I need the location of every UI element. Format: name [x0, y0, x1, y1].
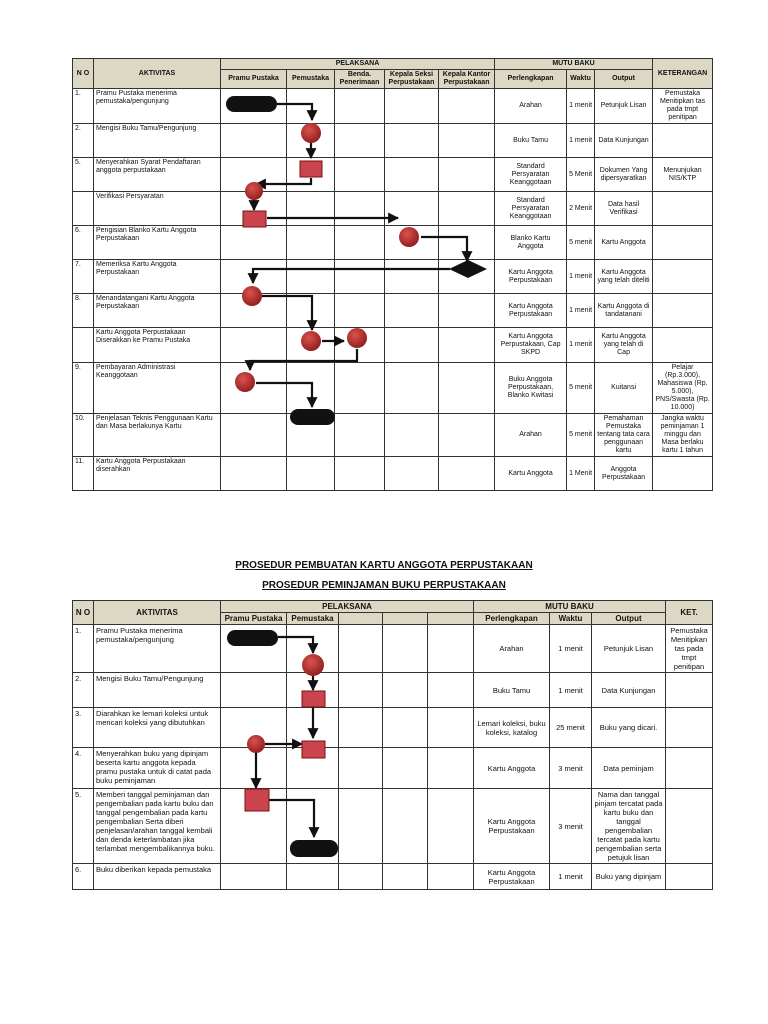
- waktu-cell: 5 menit: [567, 414, 595, 457]
- output-cell: Data Kunjungan: [592, 673, 666, 708]
- lane-cell: [221, 226, 287, 260]
- output-cell: Data hasil Verifikasi: [595, 192, 653, 226]
- table-row: [73, 789, 713, 864]
- activity-cell: Kartu Anggota Perpustakaan Diserakkan ke Pramu Pustaka: [94, 328, 221, 363]
- output-cell: Data Kunjungan: [595, 124, 653, 158]
- keterangan-cell: [653, 328, 713, 363]
- table-row: [73, 708, 713, 748]
- perlengkapan-cell: Kartu Anggota Perpustakaan: [495, 294, 567, 328]
- waktu-cell: 1 Menit: [567, 457, 595, 491]
- keterangan-cell: [653, 294, 713, 328]
- waktu-cell: 1 menit: [550, 673, 592, 708]
- header-waktu: Waktu: [567, 70, 595, 89]
- keterangan-cell: [653, 124, 713, 158]
- header-keterangan: KETERANGAN: [653, 59, 713, 89]
- header-blank: [339, 613, 383, 625]
- row-number: 11.: [73, 457, 94, 491]
- header-pemustaka: Pemustaka: [287, 70, 335, 89]
- table-row: [73, 226, 713, 260]
- lane-cell: [221, 864, 287, 890]
- activity-cell: Pramu Pustaka menerima pemustaka/pengunjung: [94, 625, 221, 673]
- lane-cell: [383, 625, 428, 673]
- lane-cell: [339, 673, 383, 708]
- header-mutu-baku: MUTU BAKU: [495, 59, 653, 70]
- lane-cell: [439, 414, 495, 457]
- table-row: [73, 457, 713, 491]
- table-row: [73, 328, 713, 363]
- lane-cell: [385, 192, 439, 226]
- lane-cell: [385, 457, 439, 491]
- lane-cell: [335, 124, 385, 158]
- lane-cell: [221, 673, 287, 708]
- output-cell: Kartu Anggota yang telah di Cap: [595, 328, 653, 363]
- waktu-cell: 3 menit: [550, 789, 592, 864]
- waktu-cell: 1 menit: [550, 864, 592, 890]
- activity-cell: Menyerahkan buku yang dipinjam beserta kartu anggota kepada pramu pustaka untuk di catat pada buku peminjaman: [94, 748, 221, 789]
- lane-cell: [383, 864, 428, 890]
- lane-cell: [287, 864, 339, 890]
- lane-cell: [439, 192, 495, 226]
- lane-cell: [339, 864, 383, 890]
- header-pramu-pustaka: Pramu Pustaka: [221, 70, 287, 89]
- row-number: 4.: [73, 748, 94, 789]
- activity-cell: Verifikasi Persyaratan: [94, 192, 221, 226]
- lane-cell: [439, 363, 495, 414]
- waktu-cell: 5 menit: [567, 363, 595, 414]
- activity-cell: Pembayaran Administrasi Keanggotaan: [94, 363, 221, 414]
- lane-cell: [339, 748, 383, 789]
- lane-cell: [221, 328, 287, 363]
- header-blank: [428, 613, 474, 625]
- output-cell: Dokumen Yang dipersyaratkan: [595, 158, 653, 192]
- row-number: 1.: [73, 89, 94, 124]
- table-row: [73, 864, 713, 890]
- lane-cell: [383, 673, 428, 708]
- lane-cell: [383, 748, 428, 789]
- lane-cell: [335, 414, 385, 457]
- output-cell: Kartu Anggota: [595, 226, 653, 260]
- lane-cell: [287, 708, 339, 748]
- row-number: 8.: [73, 294, 94, 328]
- title-loan-procedure: PROSEDUR PEMINJAMAN BUKU PERPUSTAKAAN: [262, 580, 506, 591]
- output-cell: Anggota Perpustakaan: [595, 457, 653, 491]
- lane-cell: [428, 673, 474, 708]
- row-number: 7.: [73, 260, 94, 294]
- keterangan-cell: [653, 260, 713, 294]
- table-row: [73, 260, 713, 294]
- table-row: [73, 294, 713, 328]
- membership-procedure-table: [72, 58, 713, 491]
- lane-cell: [287, 260, 335, 294]
- activity-cell: Menyerahkan Syarat Pendaftaran anggota perpustakaan: [94, 158, 221, 192]
- activity-cell: Buku diberikan kepada pemustaka: [94, 864, 221, 890]
- lane-cell: [221, 414, 287, 457]
- header-kepala-kantor: Kepala Kantor Perpustakaan: [439, 70, 495, 89]
- lane-cell: [287, 158, 335, 192]
- header-perlengkapan: Perlengkapan: [495, 70, 567, 89]
- perlengkapan-cell: Kartu Anggota Perpustakaan, Cap SKPD: [495, 328, 567, 363]
- activity-cell: Menandatangani Kartu Anggota Perpustakaan: [94, 294, 221, 328]
- waktu-cell: 2 Menit: [567, 192, 595, 226]
- keterangan-cell: [666, 789, 713, 864]
- lane-cell: [335, 226, 385, 260]
- perlengkapan-cell: Kartu Anggota Perpustakaan: [495, 260, 567, 294]
- header-kepala-seksi: Kepala Seksi Perpustakaan: [385, 70, 439, 89]
- activity-cell: Memeriksa Kartu Anggota Perpustakaan: [94, 260, 221, 294]
- lane-cell: [221, 260, 287, 294]
- table-row: [73, 363, 713, 414]
- perlengkapan-cell: Kartu Anggota: [495, 457, 567, 491]
- perlengkapan-cell: Arahan: [474, 625, 550, 673]
- lane-cell: [287, 363, 335, 414]
- lane-cell: [221, 89, 287, 124]
- activity-cell: Diarahkan ke lemari koleksi untuk mencari koleksi yang dibutuhkan: [94, 708, 221, 748]
- keterangan-cell: Jangka waktu peminjaman 1 minggu dan Masa berlaku kartu 1 tahun: [653, 414, 713, 457]
- waktu-cell: 5 menit: [567, 226, 595, 260]
- row-number: 5.: [73, 789, 94, 864]
- lane-cell: [439, 457, 495, 491]
- lane-cell: [385, 89, 439, 124]
- waktu-cell: 1 menit: [567, 294, 595, 328]
- table-row: [73, 673, 713, 708]
- lane-cell: [221, 789, 287, 864]
- lane-cell: [428, 864, 474, 890]
- output-cell: Kartu Anggota di tandatanani: [595, 294, 653, 328]
- activity-cell: Pramu Pustaka menerima pemustaka/pengunjung: [94, 89, 221, 124]
- activity-cell: Memberi tanggal peminjaman dan pengembalian pada kartu buku dan tanggal pengembalian pada kartu pengembalian Serta diberi penjelasan/arahan tanggal kembali dan denda keterlambatan jika terlambat mengembalikannya buku.: [94, 789, 221, 864]
- waktu-cell: 25 menit: [550, 708, 592, 748]
- table-row: [73, 748, 713, 789]
- row-number: 5.: [73, 158, 94, 192]
- lane-cell: [335, 363, 385, 414]
- lane-cell: [439, 260, 495, 294]
- lane-cell: [335, 260, 385, 294]
- header-pramu-pustaka: Pramu Pustaka: [221, 613, 287, 625]
- row-number: 3.: [73, 708, 94, 748]
- keterangan-cell: [653, 457, 713, 491]
- lane-cell: [385, 158, 439, 192]
- keterangan-cell: [666, 748, 713, 789]
- waktu-cell: 5 Menit: [567, 158, 595, 192]
- lane-cell: [439, 294, 495, 328]
- lane-cell: [335, 89, 385, 124]
- lane-cell: [221, 457, 287, 491]
- header-mutu-baku: MUTU BAKU: [474, 601, 666, 613]
- lane-cell: [439, 124, 495, 158]
- lane-cell: [428, 625, 474, 673]
- lane-cell: [339, 708, 383, 748]
- lane-cell: [287, 192, 335, 226]
- lane-cell: [287, 789, 339, 864]
- waktu-cell: 3 menit: [550, 748, 592, 789]
- activity-cell: Mengisi Buku Tamu/Pengunjung: [94, 124, 221, 158]
- table-row: [73, 192, 713, 226]
- lane-cell: [287, 673, 339, 708]
- waktu-cell: 1 menit: [567, 260, 595, 294]
- header-waktu: Waktu: [550, 613, 592, 625]
- lane-cell: [439, 89, 495, 124]
- output-cell: Buku yang dicari.: [592, 708, 666, 748]
- row-number: 2.: [73, 124, 94, 158]
- perlengkapan-cell: Arahan: [495, 89, 567, 124]
- lane-cell: [385, 363, 439, 414]
- keterangan-cell: [653, 226, 713, 260]
- lane-cell: [287, 414, 335, 457]
- lane-cell: [221, 192, 287, 226]
- lane-cell: [221, 625, 287, 673]
- lane-cell: [335, 192, 385, 226]
- row-number: 10.: [73, 414, 94, 457]
- keterangan-cell: Pelajar (Rp.3.000), Mahasiswa (Rp. 5.000), PNS/Swasta (Rp. 10.000): [653, 363, 713, 414]
- activity-cell: Penjelasan Teknis Penggunaan Kartu dan Masa berlakunya Kartu: [94, 414, 221, 457]
- output-cell: Kuitansi: [595, 363, 653, 414]
- header-ket: KET.: [666, 601, 713, 625]
- lane-cell: [287, 625, 339, 673]
- row-number: 1.: [73, 625, 94, 673]
- perlengkapan-cell: Standard Persyaratan Keanggotaan: [495, 192, 567, 226]
- perlengkapan-cell: Blanko Kartu Anggota: [495, 226, 567, 260]
- lane-cell: [335, 457, 385, 491]
- lane-cell: [385, 226, 439, 260]
- header-aktivitas: AKTIVITAS: [94, 59, 221, 89]
- table-row: [73, 124, 713, 158]
- output-cell: Pemahaman Pemustaka tentang tata cara penggunaan kartu: [595, 414, 653, 457]
- lane-cell: [439, 158, 495, 192]
- table-row: [73, 625, 713, 673]
- row-number: [73, 192, 94, 226]
- header-no: N O: [73, 59, 94, 89]
- keterangan-cell: Pemustaka Menitipkan tas pada tmpt penitipan: [666, 625, 713, 673]
- perlengkapan-cell: Standard Persyaratan Keanggotaan: [495, 158, 567, 192]
- lane-cell: [287, 457, 335, 491]
- row-number: [73, 328, 94, 363]
- header-bendahara: Benda. Penerimaan: [335, 70, 385, 89]
- lane-cell: [383, 708, 428, 748]
- output-cell: Buku yang dipinjam: [592, 864, 666, 890]
- keterangan-cell: [666, 673, 713, 708]
- activity-cell: Kartu Anggota Perpustakaan diserahkan: [94, 457, 221, 491]
- lane-cell: [221, 294, 287, 328]
- header-pelaksana: PELAKSANA: [221, 601, 474, 613]
- lane-cell: [287, 226, 335, 260]
- lane-cell: [428, 748, 474, 789]
- lane-cell: [439, 226, 495, 260]
- perlengkapan-cell: Buku Anggota Perpustakaan, Blanko Kwitasi: [495, 363, 567, 414]
- row-number: 9.: [73, 363, 94, 414]
- output-cell: Nama dan tanggal pinjam tercatat pada kartu buku dan tanggal pengembalian tercatat pada kartu pengembalian serta petujuk lisan: [592, 789, 666, 864]
- lane-cell: [385, 294, 439, 328]
- header-output: Output: [592, 613, 666, 625]
- lane-cell: [221, 708, 287, 748]
- perlengkapan-cell: Kartu Anggota: [474, 748, 550, 789]
- perlengkapan-cell: Buku Tamu: [474, 673, 550, 708]
- lane-cell: [287, 328, 335, 363]
- lane-cell: [335, 158, 385, 192]
- waktu-cell: 1 menit: [567, 89, 595, 124]
- table-row: [73, 89, 713, 124]
- waktu-cell: 1 menit: [567, 328, 595, 363]
- loan-procedure-table: [72, 600, 713, 890]
- lane-cell: [221, 124, 287, 158]
- lane-cell: [385, 414, 439, 457]
- lane-cell: [221, 363, 287, 414]
- waktu-cell: 1 menit: [567, 124, 595, 158]
- lane-cell: [221, 748, 287, 789]
- lane-cell: [287, 89, 335, 124]
- lane-cell: [439, 328, 495, 363]
- header-perlengkapan: Perlengkapan: [474, 613, 550, 625]
- keterangan-cell: [653, 192, 713, 226]
- lane-cell: [339, 789, 383, 864]
- lane-cell: [335, 294, 385, 328]
- perlengkapan-cell: Buku Tamu: [495, 124, 567, 158]
- perlengkapan-cell: Kartu Anggota Perpustakaan: [474, 864, 550, 890]
- title-membership-procedure: PROSEDUR PEMBUATAN KARTU ANGGOTA PERPUSTAKAAN: [235, 560, 533, 571]
- lane-cell: [385, 328, 439, 363]
- header-output: Output: [595, 70, 653, 89]
- lane-cell: [428, 708, 474, 748]
- row-number: 6.: [73, 864, 94, 890]
- lane-cell: [287, 294, 335, 328]
- lane-cell: [287, 748, 339, 789]
- activity-cell: Mengisi Buku Tamu/Pengunjung: [94, 673, 221, 708]
- header-no: N O: [73, 601, 94, 625]
- output-cell: Petunjuk Lisan: [592, 625, 666, 673]
- lane-cell: [339, 625, 383, 673]
- header-aktivitas: AKTIVITAS: [94, 601, 221, 625]
- waktu-cell: 1 menit: [550, 625, 592, 673]
- keterangan-cell: Pemustaka Menitipkan tas pada tmpt penitipan: [653, 89, 713, 124]
- lane-cell: [287, 124, 335, 158]
- keterangan-cell: Menunjukan NIS/KTP: [653, 158, 713, 192]
- row-number: 2.: [73, 673, 94, 708]
- lane-cell: [428, 789, 474, 864]
- output-cell: Kartu Anggota yang telah diteliti: [595, 260, 653, 294]
- perlengkapan-cell: Arahan: [495, 414, 567, 457]
- table-row: [73, 158, 713, 192]
- activity-cell: Pengisian Blanko Kartu Anggota Perpustakaan: [94, 226, 221, 260]
- lane-cell: [383, 789, 428, 864]
- lane-cell: [221, 158, 287, 192]
- keterangan-cell: [666, 708, 713, 748]
- output-cell: Data peminjam: [592, 748, 666, 789]
- lane-cell: [335, 328, 385, 363]
- header-pemustaka: Pemustaka: [287, 613, 339, 625]
- keterangan-cell: [666, 864, 713, 890]
- header-pelaksana: PELAKSANA: [221, 59, 495, 70]
- row-number: 6.: [73, 226, 94, 260]
- lane-cell: [385, 260, 439, 294]
- perlengkapan-cell: Lemari koleksi, buku koleksi, katalog: [474, 708, 550, 748]
- output-cell: Petunjuk Lisan: [595, 89, 653, 124]
- table-row: [73, 414, 713, 457]
- lane-cell: [385, 124, 439, 158]
- header-blank: [383, 613, 428, 625]
- perlengkapan-cell: Kartu Anggota Perpustakaan: [474, 789, 550, 864]
